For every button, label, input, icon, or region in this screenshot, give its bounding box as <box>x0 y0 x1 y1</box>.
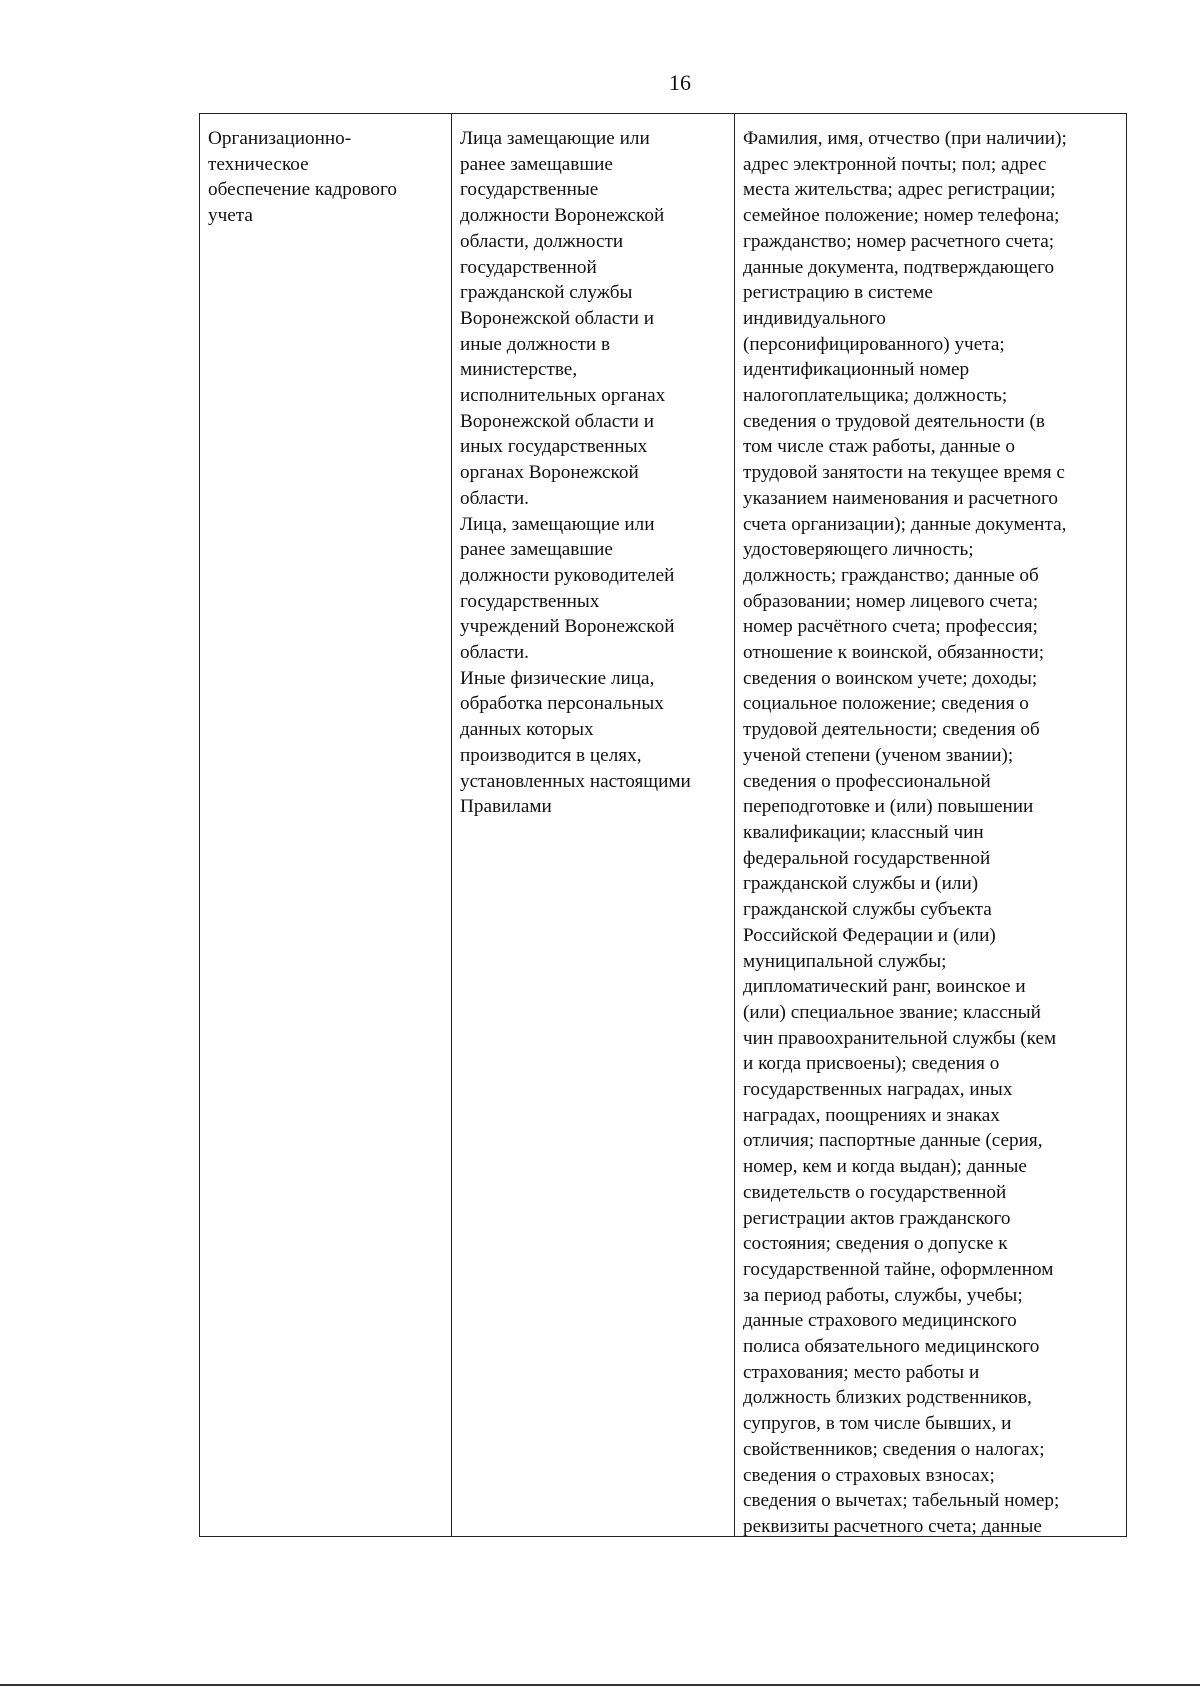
text-line: данные документа, подтверждающего <box>743 256 1055 278</box>
text-line: сведения о страховых взносах; <box>743 1464 995 1486</box>
text-line: трудовой занятости на текущее время с <box>743 462 1065 484</box>
text-line: налогоплательщика; должность; <box>743 385 1008 407</box>
text-line: исполнительных органах <box>460 385 666 407</box>
text-line: свойственников; сведения о налогах; <box>743 1438 1045 1460</box>
text-line: сведения о трудовой деятельности (в <box>743 410 1045 432</box>
text-line: гражданство; номер расчетного счета; <box>743 230 1055 252</box>
page-number: 16 <box>669 70 691 95</box>
text-line: государственных наградах, иных <box>743 1079 1013 1101</box>
text-line: супругов, в том числе бывших, и <box>743 1413 1012 1435</box>
text-line: гражданской службы субъекта <box>743 899 992 921</box>
text-line: должности руководителей <box>460 564 675 586</box>
cell-subjects <box>452 114 735 1536</box>
text-line: ученой степени (ученом звании); <box>743 744 1014 766</box>
cell-purpose <box>200 114 452 1536</box>
text-line: Воронежской области и <box>460 410 655 432</box>
text-line: должность; гражданство; данные об <box>743 564 1039 586</box>
text-line: Фамилия, имя, отчество (при наличии); <box>743 128 1067 149</box>
text-line: чин правоохранительной службы (кем <box>743 1027 1057 1049</box>
bottom-rule <box>0 1684 1200 1686</box>
text-line: социальное положение; сведения о <box>743 693 1029 715</box>
cell-personal-data <box>735 114 1126 1536</box>
text-line: ранее замещавшие <box>460 539 613 561</box>
text-line: отношение к воинской, обязанности; <box>743 642 1045 664</box>
text-line: Лица замещающие или <box>460 128 650 149</box>
text-line: переподготовке и (или) повышении <box>743 796 1034 818</box>
text-line: за период работы, службы, учебы; <box>743 1284 1023 1306</box>
text-line: наградах, поощрениях и знаках <box>743 1104 1000 1126</box>
text-line: Российской Федерации и (или) <box>743 924 996 946</box>
text-line: места жительства; адрес регистрации; <box>743 179 1056 201</box>
text-line: Лица, замещающие или <box>460 513 655 535</box>
data-table <box>199 113 1127 1537</box>
text-line: и когда присвоены); сведения о <box>743 1053 1000 1075</box>
text-line: данных которых <box>460 719 594 741</box>
text-line: номер, кем и когда выдан); данные <box>743 1156 1027 1178</box>
text-line: удостоверяющего личность; <box>743 539 974 561</box>
text-line: ранее замещавшие <box>460 153 613 175</box>
text-line: Правилами <box>460 796 552 818</box>
text-line: индивидуального <box>743 307 886 329</box>
text-line: сведения о вычетах; табельный номер; <box>743 1490 1060 1512</box>
text-line: иные должности в <box>460 333 611 355</box>
text-line: учета <box>208 205 253 227</box>
text-line: дипломатический ранг, воинское и <box>743 976 1026 998</box>
text-line: министерстве, <box>460 359 578 381</box>
text-line: страхования; место работы и <box>743 1361 980 1383</box>
text-line: адрес электронной почты; пол; адрес <box>743 153 1047 175</box>
text-line: производится в целях, <box>460 744 642 766</box>
text-line: государственной тайне, оформленном <box>743 1258 1054 1280</box>
text-line: (персонифицированного) учета; <box>743 333 1005 355</box>
text-line: (или) специальное звание; классный <box>743 1001 1041 1023</box>
text-line: образовании; номер лицевого счета; <box>743 590 1039 612</box>
text-line: установленных настоящими <box>460 770 691 792</box>
text-line: области, должности <box>460 230 624 252</box>
text-line: должность близких родственников, <box>743 1387 1032 1409</box>
text-line: номер расчётного счета; профессия; <box>743 616 1038 638</box>
text-line: федеральной государственной <box>743 847 991 869</box>
text-line: обработка персональных <box>460 693 664 715</box>
text-line: данные страхового медицинского <box>743 1310 1017 1332</box>
text-line: трудовой деятельности; сведения об <box>743 719 1040 741</box>
text-line: органах Воронежской <box>460 462 639 484</box>
text-line: области. <box>460 487 529 509</box>
text-line: иных государственных <box>460 436 648 458</box>
text-line: обеспечение кадрового <box>208 179 397 201</box>
text-line: муниципальной службы; <box>743 950 947 972</box>
text-line: полиса обязательного медицинского <box>743 1336 1040 1358</box>
text-line: государственной <box>460 256 597 278</box>
text-line: гражданской службы и (или) <box>743 873 979 895</box>
text-line: должности Воронежской <box>460 205 665 227</box>
text-line: семейное положение; номер телефона; <box>743 205 1060 227</box>
text-line: реквизиты расчетного счета; данные <box>743 1515 1042 1536</box>
text-line: регистрацию в системе <box>743 282 933 304</box>
text-line: учреждений Воронежской <box>460 616 675 638</box>
text-line: указанием наименования и расчетного <box>743 487 1058 509</box>
text-line: отличия; паспортные данные (серия, <box>743 1130 1043 1152</box>
text-line: том числе стаж работы, данные о <box>743 436 1016 458</box>
text-line: состояния; сведения о допуске к <box>743 1233 1008 1255</box>
text-line: квалификации; классный чин <box>743 821 984 843</box>
text-line: свидетельств о государственной <box>743 1181 1007 1203</box>
text-line: Иные физические лица, <box>460 667 655 689</box>
text-line: сведения о воинском учете; доходы; <box>743 667 1038 689</box>
text-line: области. <box>460 642 529 664</box>
text-line: счета организации); данные документа, <box>743 513 1067 535</box>
text-line: идентификационный номер <box>743 359 970 381</box>
text-line: гражданской службы <box>460 282 633 304</box>
text-line: государственные <box>460 179 599 201</box>
text-line: регистрации актов гражданского <box>743 1207 1011 1229</box>
text-line: государственных <box>460 590 600 612</box>
text-line: Воронежской области и <box>460 307 655 329</box>
text-line: Организационно- <box>208 128 352 149</box>
text-line: техническое <box>208 153 309 175</box>
text-line: сведения о профессиональной <box>743 770 991 792</box>
